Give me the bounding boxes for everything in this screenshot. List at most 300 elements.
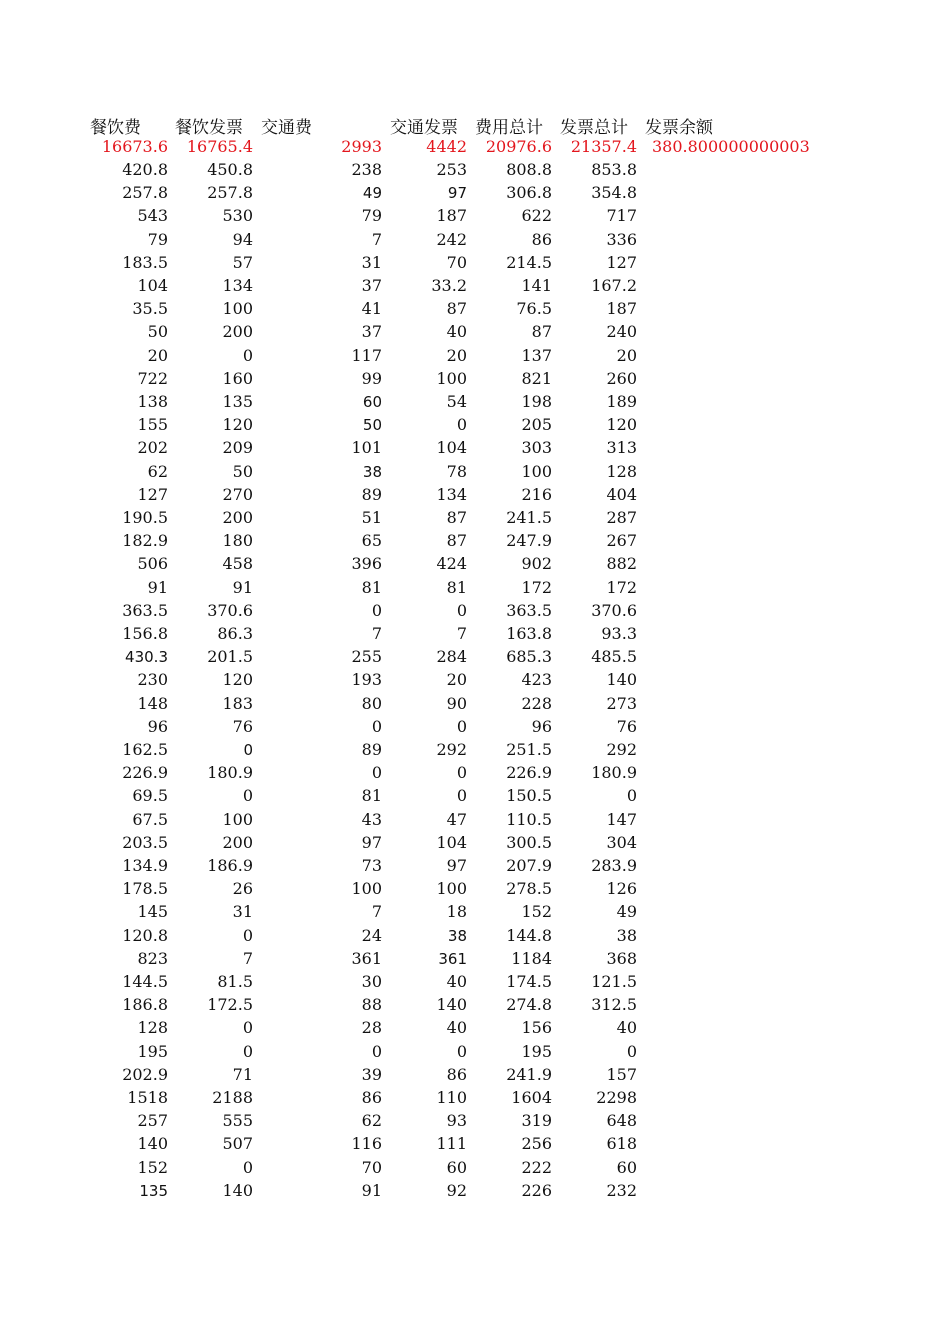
cell-meal-fee: 138 (137, 392, 168, 411)
table-row (0, 298, 950, 320)
cell-meal-fee: 543 (137, 206, 168, 226)
cell-total-invoice: 267 (606, 531, 637, 551)
table-row (0, 414, 950, 436)
cell-transport-invoice: 97 (446, 856, 467, 875)
cell-total-invoice: 717 (606, 206, 637, 226)
cell-total-expense: 241.9 (506, 1064, 552, 1084)
cell-meal-fee: 155 (137, 415, 168, 435)
table-row (0, 368, 950, 390)
cell-meal-invoice: 26 (232, 879, 253, 899)
cell-meal-fee: 148 (137, 693, 168, 713)
cell-total-invoice: 648 (606, 1111, 637, 1131)
table-row (0, 391, 950, 413)
cell-meal-fee: 823 (137, 948, 168, 968)
cell-total-invoice: 882 (606, 554, 637, 574)
table-row (0, 461, 950, 483)
cell-transport-fee: 41 (361, 299, 382, 319)
table-row (0, 878, 950, 900)
cell-transport-invoice: 110 (436, 1088, 467, 1107)
cell-total-invoice: 49 (616, 902, 637, 922)
cell-total-invoice: 167.2 (591, 276, 637, 295)
cell-meal-fee: 144.5 (122, 972, 168, 991)
table-row (0, 623, 950, 645)
total-transport-fee: 2993 (341, 137, 382, 156)
cell-transport-fee: 28 (361, 1018, 382, 1038)
cell-total-expense: 247.9 (506, 531, 552, 551)
table-row (0, 855, 950, 877)
table-row (0, 252, 950, 274)
cell-meal-invoice: 86.3 (217, 624, 253, 643)
cell-total-expense: 150.5 (506, 786, 552, 806)
cell-transport-fee: 89 (361, 484, 382, 504)
cell-total-invoice: 273 (606, 693, 637, 713)
cell-total-invoice: 370.6 (591, 600, 637, 620)
cell-total-expense: 1604 (511, 1088, 552, 1107)
cell-total-expense: 172 (521, 577, 552, 597)
cell-meal-fee: 104 (137, 276, 168, 295)
cell-transport-fee: 88 (361, 995, 382, 1015)
cell-total-invoice: 240 (606, 322, 637, 342)
table-row (0, 182, 950, 204)
cell-transport-invoice: 20 (446, 345, 467, 365)
cell-transport-fee: 0 (371, 600, 382, 620)
table-row (0, 669, 950, 691)
cell-meal-invoice: 0 (242, 1041, 253, 1061)
cell-meal-fee: 162.5 (122, 740, 168, 759)
cell-total-expense: 300.5 (506, 832, 552, 852)
cell-transport-invoice: 93 (446, 1111, 467, 1131)
cell-meal-fee: 178.5 (122, 879, 168, 899)
cell-transport-invoice: 7 (456, 624, 467, 643)
cell-meal-fee: 203.5 (122, 832, 168, 852)
cell-transport-fee: 97 (361, 832, 382, 852)
cell-transport-invoice: 54 (446, 392, 467, 411)
cell-meal-invoice: 120 (222, 415, 253, 435)
table-row (0, 437, 950, 459)
cell-transport-fee: 0 (371, 763, 382, 783)
cell-total-expense: 319 (521, 1111, 552, 1131)
cell-transport-fee: 396 (351, 554, 382, 574)
cell-total-invoice: 128 (606, 461, 637, 481)
cell-transport-invoice: 111 (436, 1134, 467, 1154)
cell-transport-fee: 50 (362, 416, 382, 435)
header-transport-invoice: 交通发票 (390, 118, 458, 138)
cell-meal-fee: 145 (137, 902, 168, 922)
cell-meal-fee: 230 (137, 670, 168, 690)
cell-meal-invoice: 120 (222, 670, 253, 690)
cell-meal-invoice: 209 (222, 438, 253, 458)
cell-transport-fee: 81 (361, 786, 382, 806)
cell-total-expense: 423 (521, 670, 552, 690)
cell-total-invoice: 618 (606, 1134, 637, 1154)
total-meal-fee: 16673.6 (101, 137, 168, 156)
cell-transport-fee: 30 (361, 972, 382, 991)
cell-transport-invoice: 242 (436, 229, 467, 249)
table-row (0, 345, 950, 367)
cell-transport-invoice: 292 (436, 740, 467, 759)
cell-total-expense: 214.5 (506, 252, 552, 272)
cell-transport-fee: 37 (361, 322, 382, 342)
cell-total-expense: 226 (521, 1180, 552, 1200)
cell-meal-invoice: 7 (242, 948, 253, 968)
cell-meal-fee: 35.5 (132, 299, 168, 319)
cell-transport-fee: 49 (362, 184, 382, 203)
cell-total-expense: 363.5 (506, 600, 552, 620)
header-total-invoice: 发票总计 (560, 118, 628, 138)
cell-transport-invoice: 361 (438, 949, 467, 968)
cell-meal-invoice: 370.6 (207, 600, 253, 620)
cell-meal-invoice: 180 (222, 531, 253, 551)
cell-total-invoice: 120 (606, 415, 637, 435)
cell-total-expense: 685.3 (506, 647, 552, 667)
cell-transport-invoice: 253 (436, 160, 467, 179)
cell-total-expense: 306.8 (506, 183, 552, 203)
cell-transport-invoice: 40 (446, 1018, 467, 1038)
cell-transport-fee: 7 (371, 624, 382, 643)
cell-transport-fee: 62 (361, 1111, 382, 1131)
table-row (0, 785, 950, 807)
cell-total-expense: 198 (521, 392, 552, 411)
cell-total-invoice: 2298 (596, 1088, 637, 1107)
cell-transport-invoice: 0 (456, 415, 467, 435)
cell-meal-invoice: 200 (222, 322, 253, 342)
table-row (0, 1041, 950, 1063)
table-row (0, 1180, 950, 1202)
cell-transport-fee: 91 (361, 1180, 382, 1200)
cell-total-invoice: 853.8 (591, 160, 637, 179)
cell-transport-invoice: 97 (447, 184, 467, 203)
cell-meal-fee: 1518 (127, 1088, 168, 1107)
cell-total-invoice: 485.5 (591, 647, 637, 667)
cell-transport-fee: 80 (361, 693, 382, 713)
cell-meal-invoice: 91 (232, 577, 253, 597)
cell-meal-invoice: 0 (242, 1018, 253, 1038)
cell-meal-invoice: 134 (222, 276, 253, 295)
cell-meal-fee: 120.8 (122, 925, 168, 945)
cell-total-invoice: 172 (606, 577, 637, 597)
cell-total-expense: 156 (521, 1018, 552, 1038)
cell-transport-invoice: 81 (446, 577, 467, 597)
cell-total-expense: 278.5 (506, 879, 552, 899)
cell-total-invoice: 287 (606, 508, 637, 527)
cell-transport-fee: 89 (361, 740, 382, 759)
cell-total-expense: 274.8 (506, 995, 552, 1015)
cell-total-expense: 303 (521, 438, 552, 458)
cell-meal-invoice: 0 (242, 1157, 253, 1177)
cell-transport-fee: 117 (351, 345, 382, 365)
cell-meal-invoice: 0 (242, 786, 253, 806)
cell-meal-invoice: 530 (222, 206, 253, 226)
cell-meal-fee: 202 (137, 438, 168, 458)
cell-transport-fee: 361 (351, 948, 382, 968)
cell-meal-invoice: 81.5 (217, 972, 253, 991)
cell-transport-fee: 99 (361, 368, 382, 388)
cell-transport-invoice: 0 (456, 600, 467, 620)
cell-total-invoice: 312.5 (591, 995, 637, 1015)
cell-transport-fee: 0 (371, 716, 382, 736)
cell-transport-fee: 7 (371, 229, 382, 249)
cell-meal-invoice: 135 (222, 392, 253, 411)
cell-total-expense: 76.5 (516, 299, 552, 319)
cell-transport-fee: 7 (371, 902, 382, 922)
cell-total-expense: 96 (531, 716, 552, 736)
cell-transport-invoice: 87 (446, 508, 467, 527)
cell-transport-fee: 60 (362, 393, 382, 411)
cell-transport-invoice: 18 (446, 902, 467, 922)
cell-transport-invoice: 284 (436, 647, 467, 667)
cell-total-invoice: 40 (616, 1018, 637, 1038)
cell-total-invoice: 93.3 (601, 624, 637, 643)
cell-meal-invoice: 140 (222, 1180, 253, 1200)
cell-transport-invoice: 90 (446, 693, 467, 713)
cell-transport-invoice: 424 (436, 554, 467, 574)
cell-total-invoice: 0 (626, 786, 637, 806)
cell-meal-invoice: 71 (232, 1064, 253, 1084)
table-row (0, 530, 950, 552)
cell-meal-fee: 128 (137, 1018, 168, 1038)
cell-transport-fee: 38 (362, 462, 382, 481)
cell-meal-fee: 420.8 (122, 160, 168, 179)
cell-total-expense: 228 (521, 693, 552, 713)
cell-transport-fee: 37 (361, 276, 382, 295)
cell-transport-invoice: 47 (446, 809, 467, 829)
cell-transport-invoice: 87 (446, 531, 467, 551)
cell-transport-fee: 31 (361, 252, 382, 272)
cell-meal-invoice: 172.5 (207, 995, 253, 1015)
cell-transport-fee: 70 (361, 1157, 382, 1177)
cell-total-expense: 141 (521, 276, 552, 295)
cell-transport-invoice: 40 (446, 322, 467, 342)
cell-transport-fee: 43 (361, 809, 382, 829)
cell-meal-fee: 79 (147, 229, 168, 249)
cell-total-invoice: 336 (606, 229, 637, 249)
cell-meal-invoice: 200 (222, 832, 253, 852)
cell-total-expense: 226.9 (506, 763, 552, 783)
table-row (0, 832, 950, 854)
cell-total-invoice: 304 (606, 832, 637, 852)
header-invoice-balance: 发票余额 (645, 118, 713, 138)
cell-meal-invoice: 257.8 (207, 183, 253, 203)
table-row (0, 925, 950, 947)
cell-meal-invoice: 186.9 (207, 856, 253, 875)
invoice-balance-value: 380.800000000003 (652, 137, 810, 156)
table-row (0, 600, 950, 622)
cell-meal-invoice: 458 (222, 554, 253, 574)
cell-transport-invoice: 86 (446, 1064, 467, 1084)
total-invoice-sum: 21357.4 (570, 137, 637, 156)
table-row (0, 507, 950, 529)
cell-meal-fee: 190.5 (122, 508, 168, 527)
cell-transport-fee: 79 (361, 206, 382, 226)
cell-total-invoice: 147 (606, 809, 637, 829)
cell-transport-invoice: 20 (446, 670, 467, 690)
cell-meal-fee: 363.5 (122, 600, 168, 620)
cell-transport-invoice: 87 (446, 299, 467, 319)
cell-total-invoice: 292 (606, 740, 637, 759)
cell-meal-invoice: 450.8 (207, 160, 253, 179)
cell-total-expense: 207.9 (506, 856, 552, 875)
table-row (0, 901, 950, 923)
cell-transport-fee: 101 (351, 438, 382, 458)
table-row (0, 577, 950, 599)
cell-transport-fee: 100 (351, 879, 382, 899)
cell-transport-fee: 238 (351, 160, 382, 179)
cell-transport-invoice: 78 (446, 461, 467, 481)
cell-meal-fee: 91 (147, 577, 168, 597)
cell-transport-invoice: 92 (446, 1180, 467, 1200)
cell-meal-invoice: 200 (222, 508, 253, 527)
cell-transport-invoice: 187 (436, 206, 467, 226)
table-row (0, 971, 950, 993)
cell-transport-fee: 39 (361, 1064, 382, 1084)
cell-meal-invoice: 50 (232, 461, 253, 481)
table-row (0, 159, 950, 181)
table-row (0, 693, 950, 715)
table-row (0, 1157, 950, 1179)
cell-meal-fee: 62 (147, 461, 168, 481)
cell-meal-fee: 182.9 (122, 531, 168, 551)
cell-transport-invoice: 38 (447, 926, 467, 945)
cell-transport-fee: 116 (351, 1134, 382, 1154)
cell-total-invoice: 232 (606, 1180, 637, 1200)
cell-meal-invoice: 100 (222, 809, 253, 829)
table-row (0, 762, 950, 784)
cell-total-expense: 195 (521, 1041, 552, 1061)
cell-meal-fee: 140 (137, 1134, 168, 1154)
table-row (0, 646, 950, 668)
cell-meal-invoice: 555 (222, 1111, 253, 1131)
cell-meal-invoice: 183 (222, 693, 253, 713)
cell-total-invoice: 60 (616, 1157, 637, 1177)
table-row (0, 1133, 950, 1155)
cell-total-invoice: 126 (606, 879, 637, 899)
table-row (0, 994, 950, 1016)
cell-total-invoice: 187 (606, 299, 637, 319)
cell-total-invoice: 189 (606, 392, 637, 411)
cell-transport-invoice: 140 (436, 995, 467, 1015)
cell-total-invoice: 121.5 (591, 972, 637, 991)
cell-transport-fee: 0 (371, 1041, 382, 1061)
cell-transport-invoice: 104 (436, 438, 467, 458)
cell-meal-fee: 195 (137, 1041, 168, 1061)
cell-total-expense: 163.8 (506, 624, 552, 643)
table-row (0, 1110, 950, 1132)
cell-transport-fee: 65 (361, 531, 382, 551)
cell-total-expense: 251.5 (506, 740, 552, 759)
cell-meal-invoice: 160 (222, 368, 253, 388)
cell-total-expense: 110.5 (506, 809, 552, 829)
cell-meal-fee: 69.5 (132, 786, 168, 806)
cell-transport-fee: 86 (361, 1088, 382, 1107)
cell-total-expense: 256 (521, 1134, 552, 1154)
header-meal-invoice: 餐饮发票 (175, 118, 243, 138)
total-transport-invoice: 4442 (426, 137, 467, 156)
cell-total-expense: 821 (521, 368, 552, 388)
cell-meal-fee: 226.9 (122, 763, 168, 783)
table-row (0, 229, 950, 251)
cell-meal-fee: 183.5 (122, 252, 168, 272)
cell-total-expense: 86 (531, 229, 552, 249)
cell-meal-invoice: 0 (242, 925, 253, 945)
cell-transport-invoice: 100 (436, 368, 467, 388)
cell-transport-invoice: 40 (446, 972, 467, 991)
cell-total-expense: 152 (521, 902, 552, 922)
cell-meal-fee: 430.3 (125, 648, 168, 667)
total-meal-invoice: 16765.4 (186, 137, 253, 156)
cell-total-expense: 205 (521, 415, 552, 435)
table-row (0, 1064, 950, 1086)
cell-meal-invoice: 180.9 (207, 763, 253, 783)
table-row (0, 321, 950, 343)
table-row (0, 1087, 950, 1109)
table-row (0, 809, 950, 831)
cell-transport-fee: 81 (361, 577, 382, 597)
cell-transport-invoice: 0 (456, 716, 467, 736)
cell-total-expense: 808.8 (506, 160, 552, 179)
totals-row (0, 136, 950, 158)
cell-total-expense: 622 (521, 206, 552, 226)
cell-total-invoice: 76 (616, 716, 637, 736)
cell-total-expense: 100 (521, 461, 552, 481)
cell-meal-fee: 134.9 (122, 856, 168, 875)
cell-total-invoice: 38 (616, 925, 637, 945)
cell-total-invoice: 140 (606, 670, 637, 690)
cell-total-invoice: 354.8 (591, 183, 637, 203)
cell-total-invoice: 313 (606, 438, 637, 458)
table-row (0, 948, 950, 970)
cell-meal-invoice: 0 (243, 741, 253, 759)
cell-meal-fee: 257 (137, 1111, 168, 1131)
cell-meal-fee: 135 (139, 1181, 168, 1200)
header-total-expense: 费用总计 (475, 118, 543, 138)
cell-transport-fee: 73 (361, 856, 382, 875)
cell-total-expense: 222 (521, 1157, 552, 1177)
cell-meal-fee: 96 (147, 716, 168, 736)
cell-total-invoice: 127 (606, 252, 637, 272)
cell-transport-invoice: 60 (446, 1157, 467, 1177)
cell-transport-invoice: 104 (436, 832, 467, 852)
cell-total-invoice: 260 (606, 368, 637, 388)
cell-meal-fee: 156.8 (122, 624, 168, 643)
cell-total-expense: 1184 (511, 948, 552, 968)
cell-total-invoice: 368 (606, 948, 637, 968)
header-meal-fee: 餐饮费 (90, 118, 141, 138)
cell-meal-fee: 722 (137, 368, 168, 388)
cell-transport-invoice: 100 (436, 879, 467, 899)
cell-total-invoice: 180.9 (591, 763, 637, 783)
table-row (0, 716, 950, 738)
cell-transport-fee: 193 (351, 670, 382, 690)
cell-meal-fee: 50 (147, 322, 168, 342)
cell-meal-invoice: 201.5 (207, 647, 253, 667)
cell-meal-invoice: 31 (232, 902, 253, 922)
cell-meal-invoice: 2188 (212, 1088, 253, 1107)
cell-transport-invoice: 33.2 (431, 276, 467, 295)
cell-transport-fee: 51 (361, 508, 382, 527)
cell-transport-fee: 24 (361, 925, 382, 945)
cell-total-expense: 174.5 (506, 972, 552, 991)
table-row (0, 1017, 950, 1039)
cell-meal-fee: 67.5 (132, 809, 168, 829)
table-row (0, 553, 950, 575)
cell-meal-fee: 152 (137, 1157, 168, 1177)
cell-total-invoice: 20 (616, 345, 637, 365)
header-transport-fee: 交通费 (261, 118, 312, 138)
cell-total-invoice: 0 (626, 1041, 637, 1061)
cell-meal-invoice: 270 (222, 484, 253, 504)
cell-total-expense: 216 (521, 484, 552, 504)
cell-meal-fee: 127 (137, 484, 168, 504)
